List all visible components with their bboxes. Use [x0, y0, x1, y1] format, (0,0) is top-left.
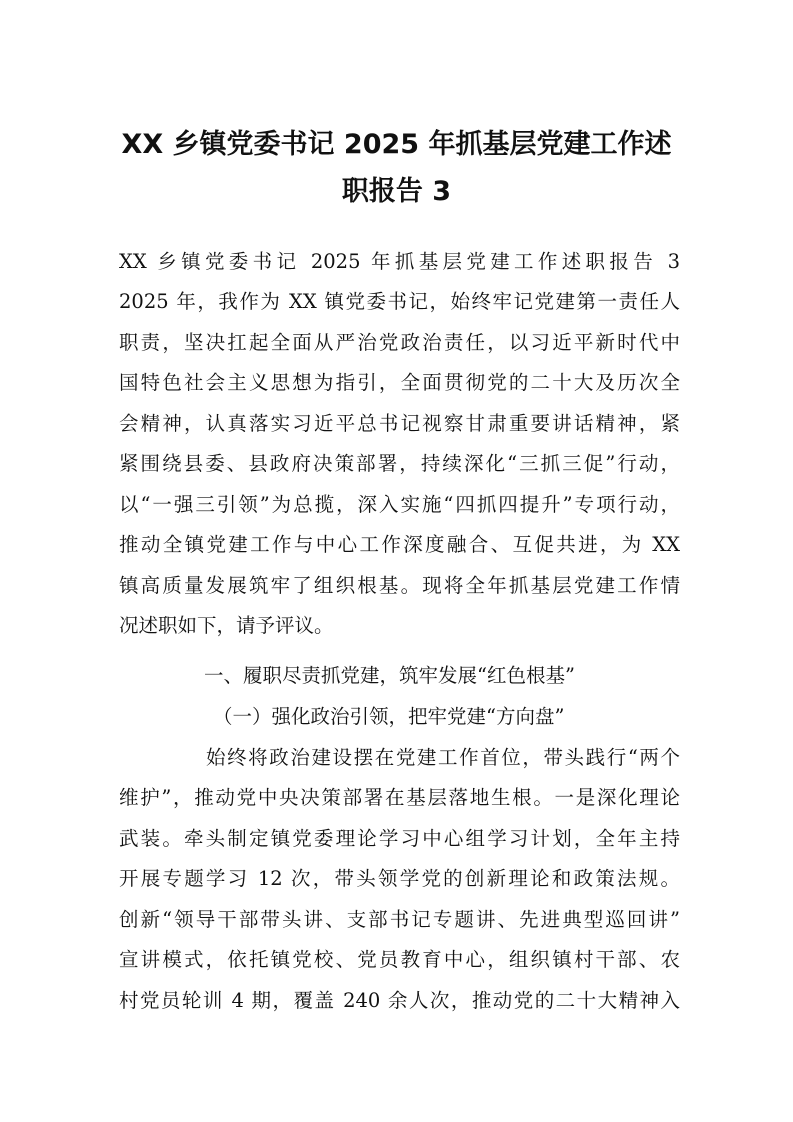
text-line: 创新“领导干部带头讲、支部书记专题讲、先进典型巡回讲”	[119, 908, 680, 931]
text-line: 国特色社会主义思想为指引，全面贯彻党的二十大及历次全	[119, 371, 680, 394]
text-line: 2025 年，我作为 XX 镇党委书记，始终牢记党建第一责任人	[119, 290, 680, 313]
text-line: 始终将政治建设摆在党建工作首位，带头践行“两个	[206, 746, 680, 769]
text-line: 镇高质量发展筑牢了组织根基。现将全年抓基层党建工作情	[119, 574, 680, 597]
text-line: 村党员轮训 4 期，覆盖 240 余人次，推动党的二十大精神入	[119, 989, 680, 1012]
text-line: 会精神，认真落实习近平总书记视察甘肃重要讲话精神，紧	[119, 412, 680, 435]
text-line: 推动全镇党建工作与中心工作深度融合、互促共进，为 XX	[119, 533, 680, 556]
document-title-line-1: XX 乡镇党委书记 2025 年抓基层党建工作述	[121, 129, 672, 160]
text-line: 以“一强三引领”为总揽，深入实施“四抓四提升”专项行动，	[119, 493, 680, 516]
text-line: 维护”，推动党中央决策部署在基层落地生根。一是深化理论	[119, 786, 680, 809]
text-line: XX 乡镇党委书记 2025 年抓基层党建工作述职报告 3	[119, 250, 680, 273]
text-line: 职责，坚决扛起全面从严治党政治责任，以习近平新时代中	[119, 331, 680, 354]
text-line: 紧围绕县委、县政府决策部署，持续深化“三抓三促”行动，	[119, 452, 680, 475]
section-heading-1: 一、履职尽责抓党建，筑牢发展“红色根基”	[204, 664, 575, 687]
document-title-line-2: 职报告 3	[341, 176, 452, 207]
text-line: 宣讲模式，依托镇党校、党员教育中心，组织镇村干部、农	[119, 948, 680, 971]
text-line: 况述职如下，请予评议。	[119, 614, 334, 637]
section-heading-2: （一）强化政治引领，把牢党建“方向盘”	[213, 705, 565, 728]
text-line: 武装。牵头制定镇党委理论学习中心组学习计划，全年主持	[119, 827, 680, 850]
text-line: 开展专题学习 12 次，带头领学党的创新理论和政策法规。	[119, 867, 680, 890]
